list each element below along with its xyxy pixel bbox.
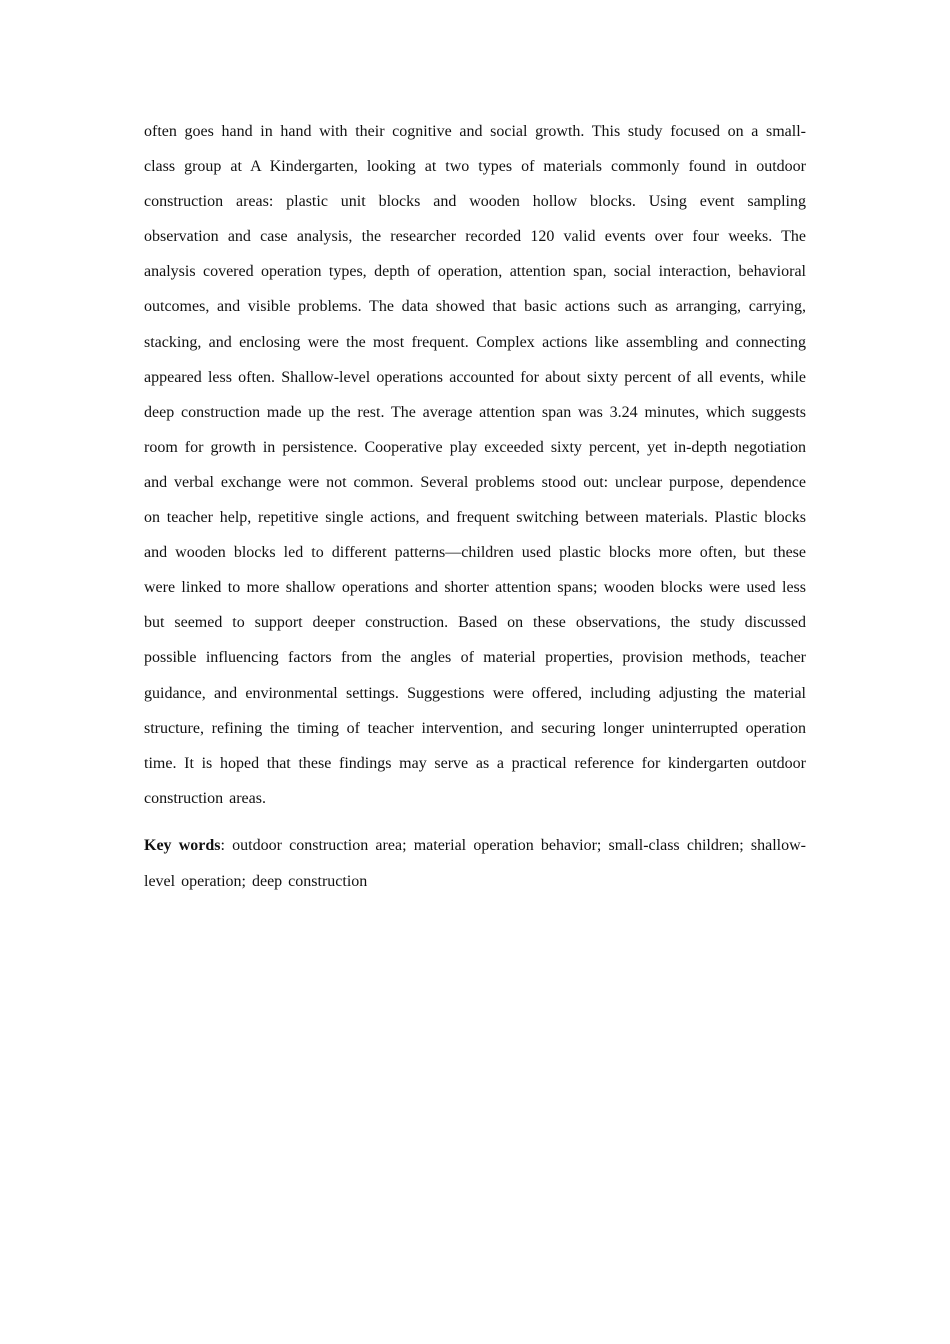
keywords-paragraph: [144, 828, 806, 900]
keywords-label: Key words: [144, 836, 221, 854]
document-page: [144, 114, 806, 900]
keywords-separator: :: [220, 836, 233, 854]
keywords-text: outdoor construction area; material operation behavior; small-class children; shallow-level operation; deep construction: [144, 836, 806, 890]
abstract-paragraph: often goes hand in hand with their cognitive and social growth. This study focused on a small-class group at A Kindergarten, looking at two types of materials commonly found in outdoor construction areas: plastic unit blocks and wooden hollow blocks. Using event sampling observation and case analysis, the researcher recorded 120 valid events over four weeks. The analysis covered operation types, depth of operation, attention span, social interaction, behavioral outcomes, and visible problems. The data showed that basic actions such as arranging, carrying, stacking, and enclosing were the most frequent. Complex actions like assembling and connecting appeared less often. Shallow-level operations accounted for about sixty percent of all events, while deep construction made up the rest. The average attention span was 3.24 minutes, which suggests room for growth in persistence. Cooperative play exceeded sixty percent, yet in-depth negotiation and verbal exchange were not common. Several problems stood out: unclear purpose, dependence on teacher help, repetitive single actions, and frequent switching between materials. Plastic blocks and wooden blocks led to different patterns—children used plastic blocks more often, but these were linked to more shallow operations and shorter attention spans; wooden blocks were used less but seemed to support deeper construction. Based on these observations, the study discussed possible influencing factors from the angles of material properties, provision methods, teacher guidance, and environmental settings. Suggestions were offered, including adjusting the material structure, refining the timing of teacher intervention, and securing longer uninterrupted operation time. It is hoped that these findings may serve as a practical reference for kindergarten outdoor construction areas.: [144, 123, 806, 807]
